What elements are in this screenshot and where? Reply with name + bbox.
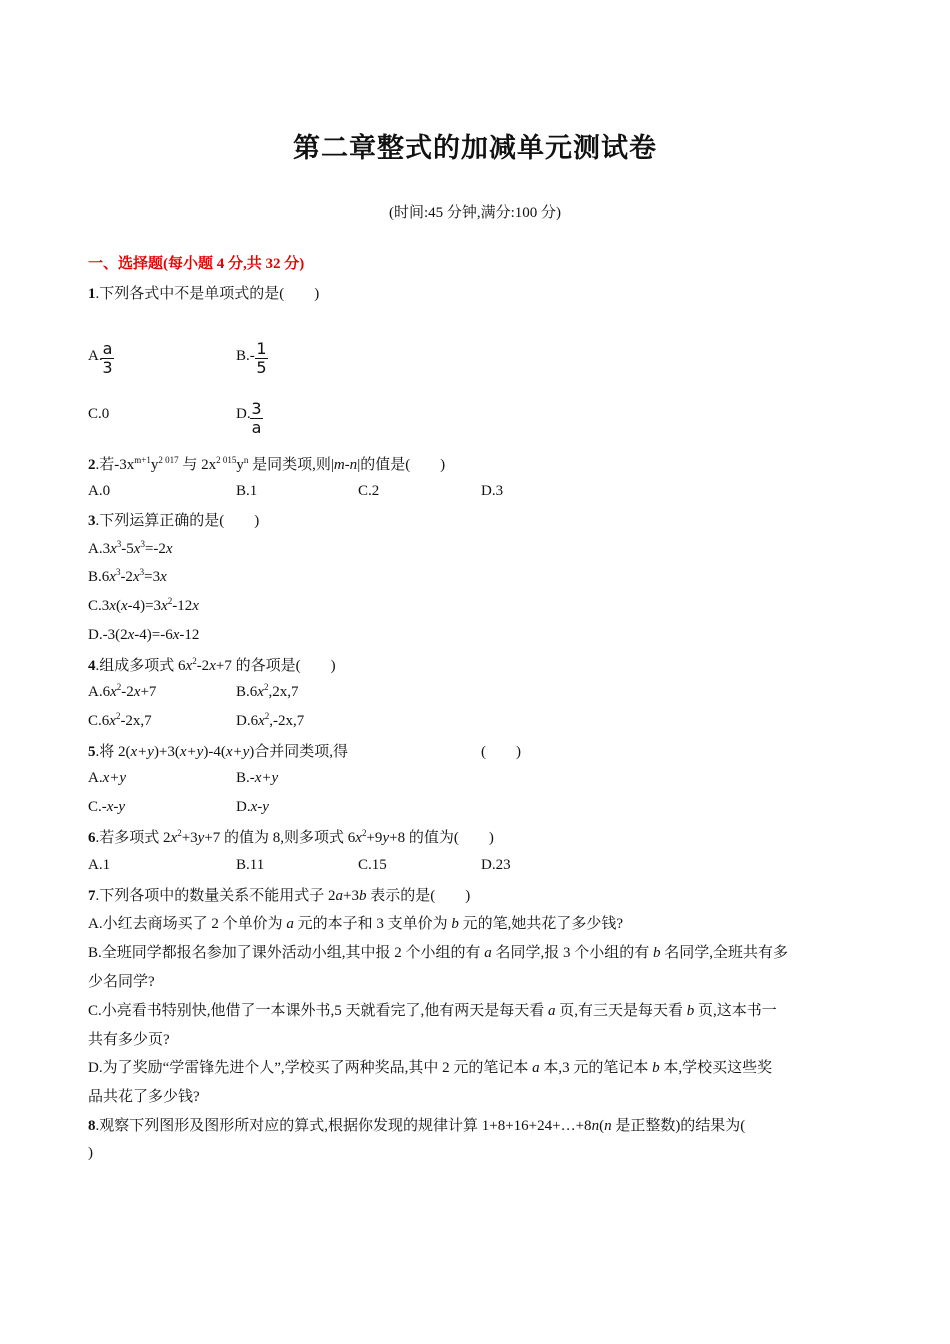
q5-answer-paren: ( ): [481, 744, 521, 760]
q5-option-d: D.x-y: [236, 799, 269, 815]
question-6-stem: 6.若多项式 $2x^2+3y+7$ 的值为 8,则多项式 $6x^2+9y+8$ 的值为( ): [88, 828, 494, 846]
q5-option-b: B.-x+y: [236, 770, 279, 786]
q6-option-a: A.1: [88, 857, 111, 873]
q2-option-b: B.1: [236, 483, 258, 499]
q7-option-c: C.小亮看书特别快,他借了一本课外书,5 天就看完了,他有两天是每天看 a 页,有三天是每天看 b 页,这本书一: [88, 1003, 777, 1019]
question-8-stem-cont: ): [88, 1145, 93, 1161]
question-7-stem: 7.下列各项中的数量关系不能用式子 2a+3b 表示的是( ): [88, 888, 471, 904]
q1-option-b-prefix: B.-: [236, 348, 255, 364]
page-title: 第二章整式的加减单元测试卷: [293, 133, 657, 164]
q3-option-c: $C.3x(x-4)=3x^2-12x$: [88, 596, 199, 614]
q7-option-d-cont: 品共花了多少钱?: [88, 1089, 200, 1105]
q1-option-a-prefix: A.: [88, 348, 103, 364]
q7-option-a: A.小红去商场买了 2 个单价为 a 元的本子和 3 支单价为 b 元的笔,她共花了多少钱?: [88, 916, 624, 932]
q4-option-c: $C.6x^2-2x,7$: [88, 711, 152, 729]
q1-option-a-fraction: a 3: [102, 339, 113, 377]
q6-option-d: D.23: [481, 857, 511, 873]
section-heading: 一、选择题(每小题 4 分,共 32 分): [88, 256, 305, 272]
q1-option-c: C.0: [88, 406, 110, 422]
question-5-stem: 5.将 2(x+y)+3(x+y)-4(x+y)合并同类项,得: [88, 744, 349, 760]
q2-option-a: A.0: [88, 483, 111, 499]
q3-option-b: $B.6x^3-2x^3=3x$: [88, 567, 167, 585]
q2-option-c: C.2: [358, 483, 380, 499]
question-8-stem: 8.观察下列图形及图形所对应的算式,根据你发现的规律计算 1+8+16+24+…+8n(n 是正整数)的结果为(: [88, 1118, 746, 1134]
q3-option-d: D.-3(2x-4)=-6x-12: [88, 627, 200, 643]
q3-option-a: $A.3x^3-5x^3=-2x$: [88, 539, 173, 557]
q1-option-d-fraction: 3 a: [251, 399, 262, 437]
question-1-stem: 1.下列各式中不是单项式的是( ): [88, 286, 320, 302]
question-3-stem: 3.下列运算正确的是( ): [88, 513, 260, 529]
exam-info: (时间:45 分钟,满分:100 分): [388, 205, 562, 221]
q4-option-d: $D.6x^2,-2x,7$: [236, 711, 305, 729]
q1-option-b-fraction: 1 5: [256, 339, 267, 377]
q4-option-b: $B.6x^2,2x,7$: [236, 682, 299, 700]
q5-option-c: C.-x-y: [88, 799, 126, 815]
q2-option-d: D.3: [481, 483, 504, 499]
q4-option-a: $A.6x^2-2x+7$: [88, 682, 157, 700]
q7-option-b: B.全班同学都报名参加了课外活动小组,其中报 2 个小组的有 a 名同学,报 3 个小组的有 b 名同学,全班共有多: [88, 945, 789, 961]
q5-option-a: A.x+y: [88, 770, 127, 786]
q1-option-d-prefix: D.: [236, 406, 251, 422]
q7-option-b-cont: 少名同学?: [88, 974, 155, 990]
q6-option-c: C.15: [358, 857, 387, 873]
q7-option-c-cont: 共有多少页?: [88, 1032, 170, 1048]
question-2-stem: 2.若$-3x^{m+1}y^{2 017}$ 与 $2x^{2 015}y^n$ 是同类项,则|m-n|的值是( ): [88, 455, 446, 473]
q6-option-b: B.11: [236, 857, 265, 873]
question-4-stem: 4.组成多项式 $6x^2-2x+7$ 的各项是( ): [88, 656, 336, 674]
q7-option-d: D.为了奖励“学雷锋先进个人”,学校买了两种奖品,其中 2 元的笔记本 a 本,3 元的笔记本 b 本,学校买这些奖: [88, 1060, 773, 1076]
